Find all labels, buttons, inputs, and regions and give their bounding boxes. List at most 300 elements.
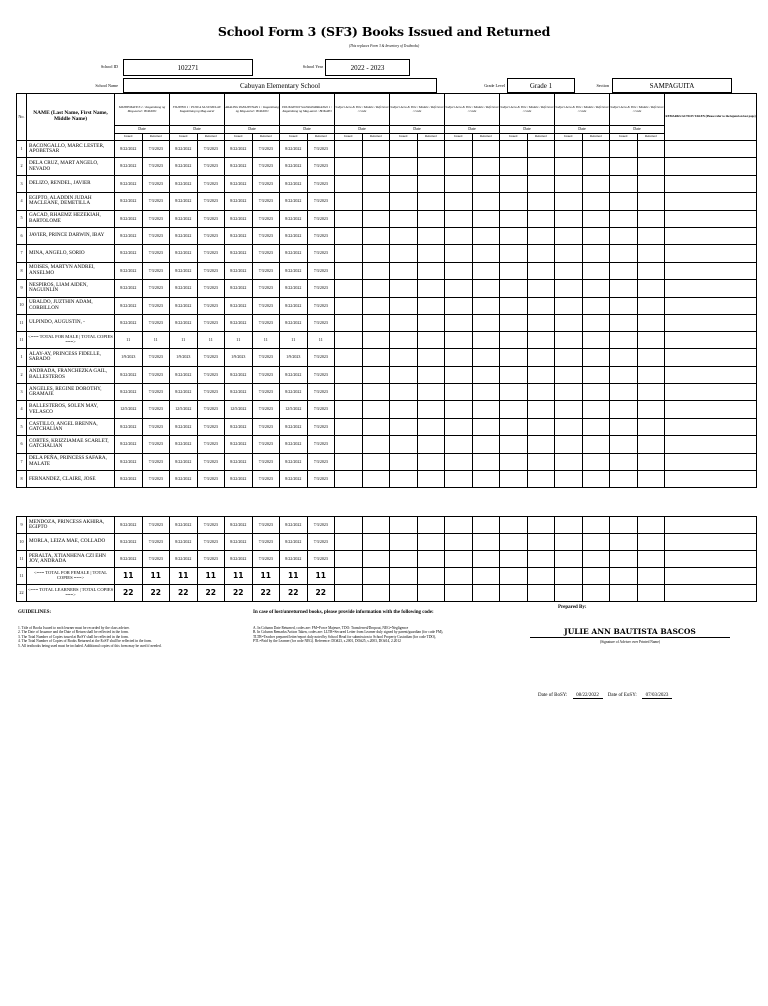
returned-date[interactable]: 7/3/2023 [252,227,280,244]
issued-date[interactable]: 1/9/2023 [170,349,198,366]
empty-cell[interactable] [500,517,528,534]
empty-cell[interactable] [500,158,528,175]
empty-cell[interactable] [527,401,555,418]
issued-date[interactable]: 8/22/2022 [170,418,198,435]
issued-date[interactable]: 8/22/2022 [225,280,253,297]
empty-cell[interactable] [335,384,363,401]
empty-cell[interactable] [582,280,610,297]
empty-cell[interactable] [582,534,610,551]
empty-cell[interactable] [637,193,665,210]
empty-cell[interactable] [555,453,583,470]
remarks-cell[interactable] [665,534,757,551]
empty-cell[interactable] [362,175,390,192]
empty-cell[interactable] [417,551,445,568]
remarks-cell[interactable] [665,262,757,279]
empty-cell[interactable] [335,227,363,244]
empty-cell[interactable] [390,384,418,401]
issued-date[interactable]: 8/22/2022 [115,245,143,262]
empty-cell[interactable] [637,517,665,534]
empty-cell[interactable] [555,366,583,383]
returned-date[interactable]: 7/3/2023 [307,297,335,314]
remarks-cell[interactable] [665,193,757,210]
empty-cell[interactable] [390,193,418,210]
issued-date[interactable]: 8/22/2022 [115,436,143,453]
issued-date[interactable]: 8/22/2022 [280,551,308,568]
empty-cell[interactable] [637,158,665,175]
empty-cell[interactable] [500,471,528,488]
issued-date[interactable]: 8/22/2022 [225,297,253,314]
returned-date[interactable]: 7/3/2023 [142,551,170,568]
returned-date[interactable]: 7/3/2023 [197,349,225,366]
empty-cell[interactable] [472,175,500,192]
empty-cell[interactable] [527,227,555,244]
issued-date[interactable]: 8/22/2022 [115,314,143,331]
issued-date[interactable]: 8/22/2022 [115,517,143,534]
issued-date[interactable]: 8/22/2022 [115,158,143,175]
empty-cell[interactable] [362,262,390,279]
remarks-cell[interactable] [665,418,757,435]
empty-cell[interactable] [417,517,445,534]
empty-cell[interactable] [362,436,390,453]
empty-cell[interactable] [445,551,473,568]
empty-cell[interactable] [390,436,418,453]
empty-cell[interactable] [390,158,418,175]
returned-date[interactable]: 7/3/2023 [142,453,170,470]
returned-date[interactable]: 7/3/2023 [142,158,170,175]
empty-cell[interactable] [362,193,390,210]
empty-cell[interactable] [390,314,418,331]
empty-cell[interactable] [445,453,473,470]
empty-cell[interactable] [445,297,473,314]
issued-date[interactable]: 8/22/2022 [115,418,143,435]
empty-cell[interactable] [555,314,583,331]
remarks-cell[interactable] [665,401,757,418]
empty-cell[interactable] [582,193,610,210]
returned-date[interactable]: 7/3/2023 [307,175,335,192]
empty-cell[interactable] [555,141,583,158]
issued-date[interactable]: 8/22/2022 [280,262,308,279]
empty-cell[interactable] [335,210,363,227]
empty-cell[interactable] [582,349,610,366]
issued-date[interactable]: 8/22/2022 [225,534,253,551]
returned-date[interactable]: 7/3/2023 [307,384,335,401]
empty-cell[interactable] [390,349,418,366]
issued-date[interactable]: 8/22/2022 [170,210,198,227]
remarks-cell[interactable] [665,349,757,366]
empty-cell[interactable] [335,349,363,366]
empty-cell[interactable] [637,401,665,418]
empty-cell[interactable] [555,227,583,244]
returned-date[interactable]: 7/3/2023 [197,418,225,435]
returned-date[interactable]: 7/3/2023 [252,210,280,227]
returned-date[interactable]: 7/3/2023 [307,453,335,470]
issued-date[interactable]: 8/22/2022 [280,517,308,534]
empty-cell[interactable] [527,436,555,453]
issued-date[interactable]: 8/22/2022 [225,551,253,568]
empty-cell[interactable] [500,349,528,366]
empty-cell[interactable] [472,453,500,470]
empty-cell[interactable] [500,210,528,227]
empty-cell[interactable] [335,418,363,435]
empty-cell[interactable] [610,158,638,175]
empty-cell[interactable] [555,401,583,418]
issued-date[interactable]: 8/22/2022 [170,245,198,262]
empty-cell[interactable] [555,349,583,366]
empty-cell[interactable] [527,262,555,279]
empty-cell[interactable] [390,297,418,314]
empty-cell[interactable] [335,280,363,297]
empty-cell[interactable] [637,141,665,158]
returned-date[interactable]: 7/3/2023 [142,193,170,210]
empty-cell[interactable] [362,384,390,401]
empty-cell[interactable] [417,384,445,401]
empty-cell[interactable] [390,175,418,192]
empty-cell[interactable] [582,297,610,314]
empty-cell[interactable] [582,245,610,262]
empty-cell[interactable] [472,210,500,227]
empty-cell[interactable] [472,384,500,401]
issued-date[interactable]: 8/22/2022 [170,314,198,331]
issued-date[interactable]: 8/22/2022 [225,314,253,331]
empty-cell[interactable] [527,517,555,534]
empty-cell[interactable] [555,534,583,551]
issued-date[interactable]: 8/22/2022 [280,280,308,297]
empty-cell[interactable] [637,418,665,435]
empty-cell[interactable] [362,551,390,568]
empty-cell[interactable] [500,401,528,418]
issued-date[interactable]: 8/22/2022 [170,384,198,401]
empty-cell[interactable] [417,193,445,210]
empty-cell[interactable] [610,366,638,383]
issued-date[interactable]: 8/22/2022 [225,227,253,244]
empty-cell[interactable] [527,384,555,401]
issued-date[interactable]: 8/22/2022 [225,158,253,175]
returned-date[interactable]: 7/3/2023 [142,436,170,453]
empty-cell[interactable] [610,349,638,366]
empty-cell[interactable] [335,158,363,175]
empty-cell[interactable] [527,141,555,158]
empty-cell[interactable] [555,175,583,192]
empty-cell[interactable] [445,227,473,244]
returned-date[interactable]: 7/3/2023 [307,436,335,453]
issued-date[interactable]: 1/9/2023 [225,349,253,366]
empty-cell[interactable] [390,280,418,297]
empty-cell[interactable] [445,210,473,227]
empty-cell[interactable] [582,401,610,418]
returned-date[interactable]: 7/3/2023 [142,227,170,244]
empty-cell[interactable] [362,280,390,297]
remarks-cell[interactable] [665,297,757,314]
issued-date[interactable]: 8/22/2022 [225,436,253,453]
issued-date[interactable]: 8/22/2022 [225,453,253,470]
empty-cell[interactable] [610,297,638,314]
empty-cell[interactable] [390,453,418,470]
issued-date[interactable]: 8/22/2022 [170,453,198,470]
empty-cell[interactable] [390,551,418,568]
empty-cell[interactable] [417,210,445,227]
empty-cell[interactable] [335,453,363,470]
empty-cell[interactable] [582,158,610,175]
issued-date[interactable]: 8/22/2022 [280,193,308,210]
empty-cell[interactable] [417,436,445,453]
school-name-field[interactable]: Cabuyan Elementary School [123,78,437,93]
empty-cell[interactable] [472,349,500,366]
issued-date[interactable]: 8/22/2022 [115,210,143,227]
empty-cell[interactable] [335,141,363,158]
remarks-cell[interactable] [665,517,757,534]
empty-cell[interactable] [390,227,418,244]
empty-cell[interactable] [555,245,583,262]
empty-cell[interactable] [610,280,638,297]
empty-cell[interactable] [527,245,555,262]
empty-cell[interactable] [527,175,555,192]
empty-cell[interactable] [637,175,665,192]
empty-cell[interactable] [362,401,390,418]
empty-cell[interactable] [500,280,528,297]
empty-cell[interactable] [637,349,665,366]
returned-date[interactable]: 7/3/2023 [307,314,335,331]
issued-date[interactable]: 8/22/2022 [115,175,143,192]
empty-cell[interactable] [582,210,610,227]
returned-date[interactable]: 7/3/2023 [252,517,280,534]
returned-date[interactable]: 7/3/2023 [197,551,225,568]
empty-cell[interactable] [637,436,665,453]
returned-date[interactable]: 7/3/2023 [197,534,225,551]
issued-date[interactable]: 8/22/2022 [225,210,253,227]
empty-cell[interactable] [637,245,665,262]
eosy-date[interactable]: 07/03/2023 [642,693,672,699]
empty-cell[interactable] [610,141,638,158]
returned-date[interactable]: 7/3/2023 [307,418,335,435]
issued-date[interactable]: 8/22/2022 [115,141,143,158]
issued-date[interactable]: 8/22/2022 [115,453,143,470]
empty-cell[interactable] [390,245,418,262]
returned-date[interactable]: 7/3/2023 [197,193,225,210]
empty-cell[interactable] [555,193,583,210]
remarks-cell[interactable] [665,453,757,470]
empty-cell[interactable] [390,141,418,158]
returned-date[interactable]: 7/3/2023 [142,175,170,192]
issued-date[interactable]: 8/22/2022 [225,471,253,488]
issued-date[interactable]: 8/22/2022 [115,471,143,488]
remarks-cell[interactable] [665,175,757,192]
empty-cell[interactable] [582,418,610,435]
issued-date[interactable]: 8/22/2022 [170,366,198,383]
empty-cell[interactable] [555,262,583,279]
empty-cell[interactable] [500,384,528,401]
returned-date[interactable]: 7/3/2023 [197,227,225,244]
returned-date[interactable]: 7/3/2023 [197,366,225,383]
empty-cell[interactable] [390,366,418,383]
returned-date[interactable]: 7/3/2023 [197,262,225,279]
empty-cell[interactable] [445,534,473,551]
returned-date[interactable]: 7/3/2023 [197,280,225,297]
remarks-cell[interactable] [665,210,757,227]
empty-cell[interactable] [500,314,528,331]
empty-cell[interactable] [472,227,500,244]
empty-cell[interactable] [610,314,638,331]
empty-cell[interactable] [417,314,445,331]
issued-date[interactable]: 8/22/2022 [170,280,198,297]
issued-date[interactable]: 8/22/2022 [280,418,308,435]
empty-cell[interactable] [610,453,638,470]
issued-date[interactable]: 8/22/2022 [170,227,198,244]
empty-cell[interactable] [445,517,473,534]
grade-level-field[interactable]: Grade 1 [507,78,575,93]
empty-cell[interactable] [527,297,555,314]
remarks-cell[interactable] [665,245,757,262]
returned-date[interactable]: 7/3/2023 [197,401,225,418]
returned-date[interactable]: 7/3/2023 [252,141,280,158]
empty-cell[interactable] [610,384,638,401]
issued-date[interactable]: 8/22/2022 [115,227,143,244]
empty-cell[interactable] [500,227,528,244]
returned-date[interactable]: 7/3/2023 [142,384,170,401]
returned-date[interactable]: 7/3/2023 [307,210,335,227]
returned-date[interactable]: 7/3/2023 [252,471,280,488]
issued-date[interactable]: 12/5/2022 [280,401,308,418]
empty-cell[interactable] [500,534,528,551]
empty-cell[interactable] [472,551,500,568]
empty-cell[interactable] [582,384,610,401]
empty-cell[interactable] [610,175,638,192]
empty-cell[interactable] [472,401,500,418]
issued-date[interactable]: 12/5/2022 [225,401,253,418]
issued-date[interactable]: 8/22/2022 [115,384,143,401]
empty-cell[interactable] [610,471,638,488]
returned-date[interactable]: 7/3/2023 [252,349,280,366]
issued-date[interactable]: 8/22/2022 [280,210,308,227]
issued-date[interactable]: 12/5/2022 [170,401,198,418]
empty-cell[interactable] [500,366,528,383]
returned-date[interactable]: 7/3/2023 [197,314,225,331]
empty-cell[interactable] [555,384,583,401]
returned-date[interactable]: 7/3/2023 [252,314,280,331]
issued-date[interactable]: 8/22/2022 [115,193,143,210]
issued-date[interactable]: 8/22/2022 [170,158,198,175]
empty-cell[interactable] [417,227,445,244]
empty-cell[interactable] [500,297,528,314]
bosy-date[interactable]: 08/22/2022 [573,693,603,699]
returned-date[interactable]: 7/3/2023 [142,245,170,262]
empty-cell[interactable] [582,436,610,453]
returned-date[interactable]: 7/3/2023 [252,262,280,279]
returned-date[interactable]: 7/3/2023 [197,297,225,314]
empty-cell[interactable] [637,366,665,383]
empty-cell[interactable] [472,193,500,210]
empty-cell[interactable] [555,418,583,435]
returned-date[interactable]: 7/3/2023 [197,517,225,534]
empty-cell[interactable] [472,534,500,551]
empty-cell[interactable] [445,401,473,418]
empty-cell[interactable] [362,453,390,470]
issued-date[interactable]: 8/22/2022 [280,227,308,244]
returned-date[interactable]: 7/3/2023 [142,262,170,279]
returned-date[interactable]: 7/3/2023 [307,517,335,534]
returned-date[interactable]: 7/3/2023 [252,453,280,470]
issued-date[interactable]: 8/22/2022 [115,534,143,551]
returned-date[interactable]: 7/3/2023 [197,141,225,158]
empty-cell[interactable] [472,418,500,435]
empty-cell[interactable] [362,517,390,534]
issued-date[interactable]: 12/5/2022 [115,401,143,418]
issued-date[interactable]: 8/22/2022 [225,366,253,383]
empty-cell[interactable] [582,175,610,192]
returned-date[interactable]: 7/3/2023 [142,517,170,534]
empty-cell[interactable] [610,210,638,227]
empty-cell[interactable] [417,471,445,488]
remarks-cell[interactable] [665,227,757,244]
empty-cell[interactable] [637,314,665,331]
issued-date[interactable]: 1/9/2023 [115,349,143,366]
returned-date[interactable]: 7/3/2023 [307,349,335,366]
returned-date[interactable]: 7/3/2023 [307,158,335,175]
empty-cell[interactable] [555,471,583,488]
empty-cell[interactable] [472,158,500,175]
empty-cell[interactable] [500,418,528,435]
issued-date[interactable]: 8/22/2022 [280,141,308,158]
returned-date[interactable]: 7/3/2023 [142,297,170,314]
issued-date[interactable]: 8/22/2022 [225,193,253,210]
returned-date[interactable]: 7/3/2023 [307,193,335,210]
returned-date[interactable]: 7/3/2023 [252,175,280,192]
empty-cell[interactable] [417,401,445,418]
empty-cell[interactable] [472,297,500,314]
empty-cell[interactable] [445,245,473,262]
empty-cell[interactable] [335,245,363,262]
issued-date[interactable]: 8/22/2022 [225,245,253,262]
empty-cell[interactable] [362,349,390,366]
issued-date[interactable]: 8/22/2022 [115,297,143,314]
empty-cell[interactable] [472,262,500,279]
empty-cell[interactable] [335,401,363,418]
empty-cell[interactable] [472,366,500,383]
empty-cell[interactable] [335,517,363,534]
empty-cell[interactable] [527,280,555,297]
empty-cell[interactable] [362,471,390,488]
empty-cell[interactable] [500,262,528,279]
empty-cell[interactable] [472,517,500,534]
remarks-cell[interactable] [665,314,757,331]
remarks-cell[interactable] [665,384,757,401]
empty-cell[interactable] [637,262,665,279]
issued-date[interactable]: 8/22/2022 [170,551,198,568]
remarks-cell[interactable] [665,436,757,453]
returned-date[interactable]: 7/3/2023 [142,280,170,297]
empty-cell[interactable] [527,534,555,551]
empty-cell[interactable] [445,158,473,175]
returned-date[interactable]: 7/3/2023 [252,551,280,568]
returned-date[interactable]: 7/3/2023 [252,418,280,435]
empty-cell[interactable] [417,280,445,297]
empty-cell[interactable] [527,314,555,331]
empty-cell[interactable] [335,193,363,210]
returned-date[interactable]: 7/3/2023 [142,314,170,331]
empty-cell[interactable] [637,534,665,551]
empty-cell[interactable] [610,534,638,551]
empty-cell[interactable] [417,418,445,435]
returned-date[interactable]: 7/3/2023 [252,193,280,210]
returned-date[interactable]: 7/3/2023 [197,245,225,262]
issued-date[interactable]: 8/22/2022 [170,175,198,192]
empty-cell[interactable] [500,193,528,210]
empty-cell[interactable] [390,471,418,488]
issued-date[interactable]: 8/22/2022 [170,436,198,453]
empty-cell[interactable] [555,551,583,568]
returned-date[interactable]: 7/3/2023 [307,534,335,551]
returned-date[interactable]: 7/3/2023 [197,158,225,175]
empty-cell[interactable] [500,436,528,453]
